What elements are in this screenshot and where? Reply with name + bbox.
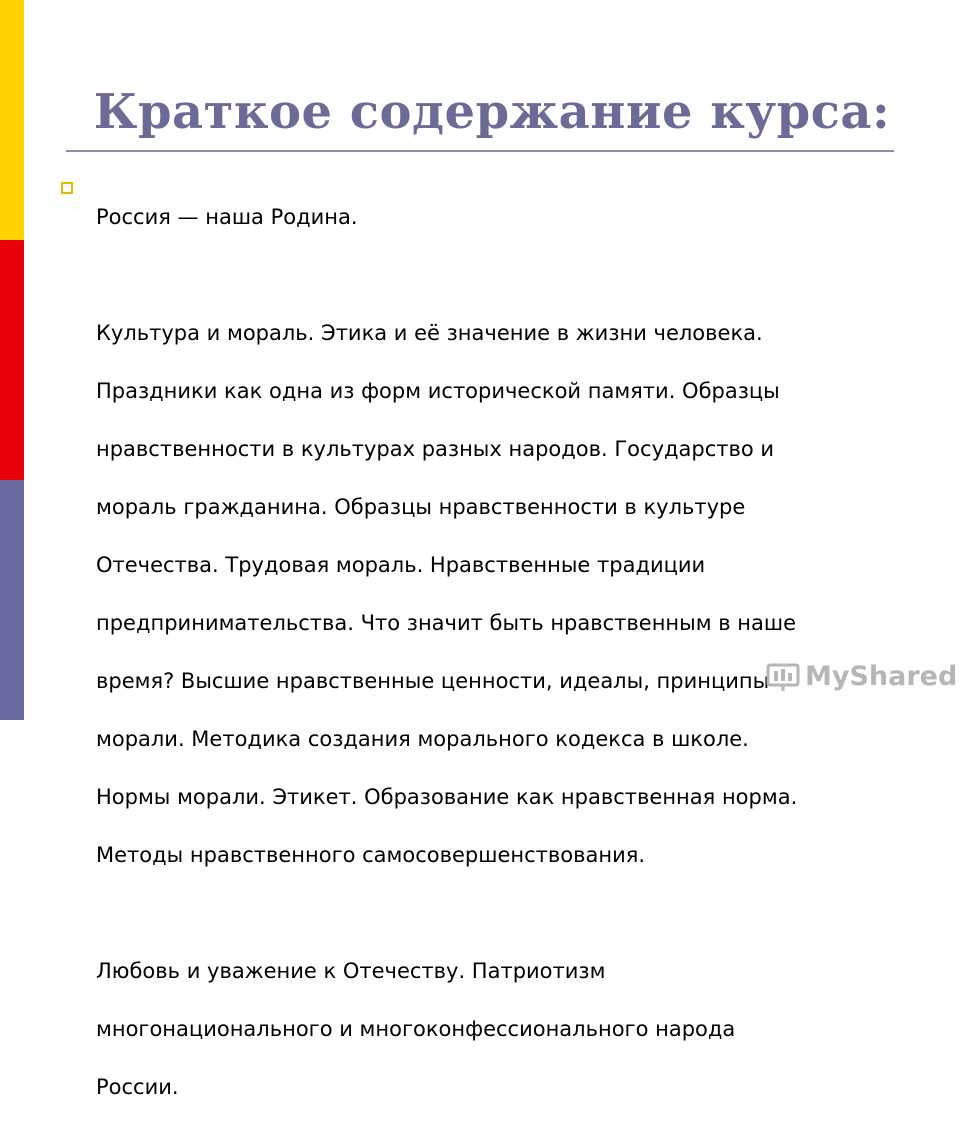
body-line: нравственности в культурах разных народов. Государство и — [96, 437, 775, 461]
body-line: Нормы морали. Этикет. Образование как нравственная норма. — [96, 785, 798, 809]
body-line: Любовь и уважение к Отечеству. Патриотизм — [96, 959, 606, 983]
slide-body — [96, 174, 916, 1131]
square-bullet-icon — [61, 182, 73, 194]
left-stripe-blue — [0, 480, 24, 720]
body-line: Отечества. Трудовая мораль. Нравственные традиции — [96, 553, 706, 577]
body-line: время? Высшие нравственные ценности, идеалы, принципы — [96, 669, 770, 693]
presentation-board-icon — [766, 659, 800, 693]
body-line: Методы нравственного самосовершенствования. — [96, 843, 646, 867]
body-line: предпринимательства. Что значит быть нравственным в наше — [96, 611, 797, 635]
paragraph-gap — [96, 261, 916, 290]
paragraph-gap — [96, 899, 916, 928]
slide-title: Краткое содержание курса: — [93, 84, 891, 140]
body-line: Россия — наша Родина. — [96, 205, 358, 229]
left-stripe-yellow — [0, 0, 24, 240]
body-line: Праздники как одна из форм исторической памяти. Образцы — [96, 379, 780, 403]
body-line: многонационального и многоконфессионального народа — [96, 1017, 736, 1041]
left-stripe-red — [0, 240, 24, 480]
body-line: мораль гражданина. Образцы нравственности в культуре — [96, 495, 746, 519]
body-line: Культура и мораль. Этика и её значение в жизни человека. — [96, 321, 763, 345]
title-divider — [66, 150, 894, 152]
body-line: России. — [96, 1075, 179, 1099]
myshared-watermark — [766, 656, 957, 696]
body-line: морали. Методика создания морального кодекса в школе. — [96, 727, 749, 751]
watermark-brand: MyShared — [805, 660, 958, 692]
